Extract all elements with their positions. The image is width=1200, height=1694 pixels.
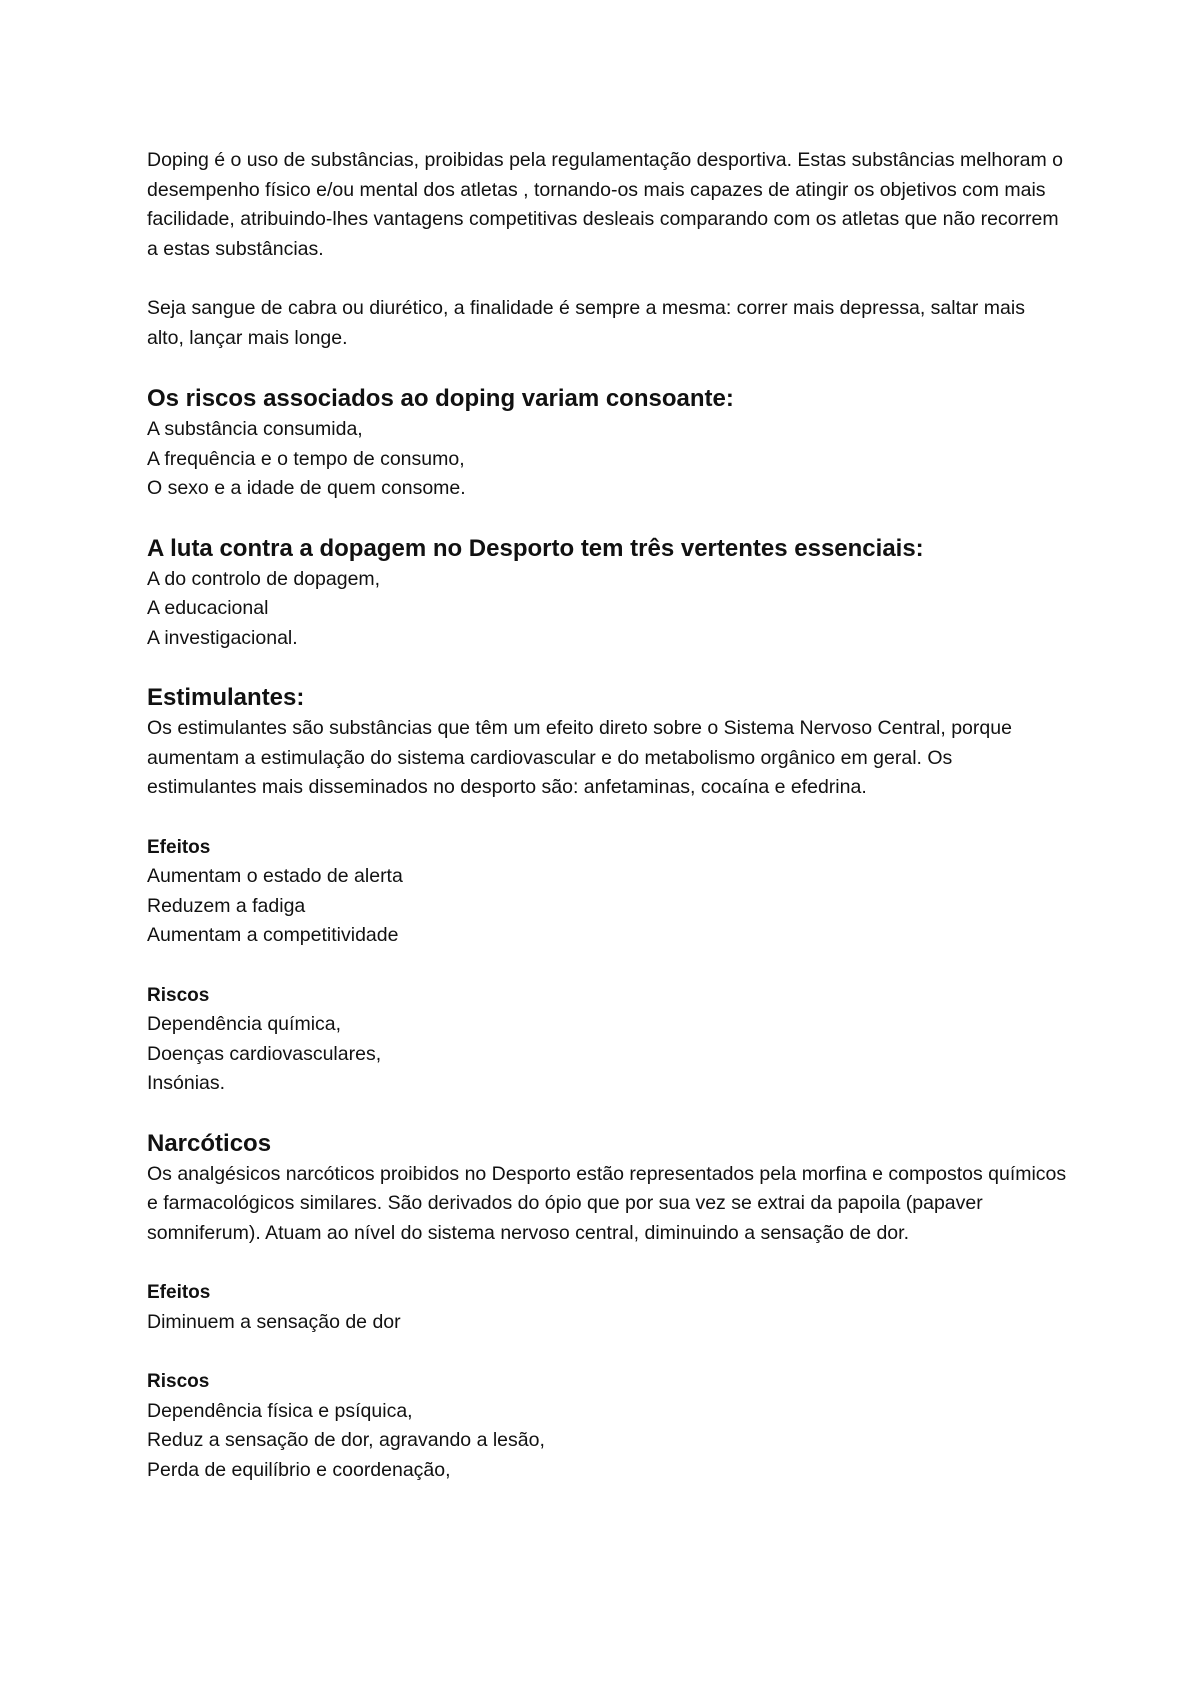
estimulantes-efeito-item: Reduzem a fadiga xyxy=(147,894,306,917)
narcoticos-risco-item: Dependência física e psíquica, xyxy=(147,1399,413,1422)
narcoticos-risco-item: Reduz a sensação de dor, agravando a lesão, xyxy=(147,1429,545,1451)
estimulantes-section xyxy=(147,682,1067,1099)
riscos-heading: Os riscos associados ao doping variam consoante: xyxy=(147,385,734,412)
narcoticos-efeitos-label: Efeitos xyxy=(147,1282,211,1303)
luta-heading: A luta contra a dopagem no Desporto tem três vertentes essenciais: xyxy=(147,534,924,562)
estimulantes-efeitos-label: Efeitos xyxy=(147,836,211,858)
narcoticos-section xyxy=(147,1128,1067,1486)
estimulantes-risco-item: Dependência química, xyxy=(147,1013,342,1035)
luta-item: A do controlo de dopagem, xyxy=(147,567,381,590)
narcoticos-text: Os analgésicos narcóticos proibidos no Desporto estão representados pela morfina e compostos químicos e farmacológicos similares. São derivados do ópio que por sua vez se extrai da papoila (papaver somniferum). Atuam ao nível do sistema nervoso central, diminuindo a sensação de dor. xyxy=(147,1162,1067,1244)
estimulantes-riscos-label: Riscos xyxy=(147,984,210,1006)
narcoticos-heading: Narcóticos xyxy=(147,1129,272,1157)
narcoticos-efeito-item: Diminuem a sensação de dor xyxy=(147,1310,401,1333)
narcoticos-risco-item: Perda de equilíbrio e coordenação, xyxy=(147,1458,451,1481)
riscos-item: O sexo e a idade de quem consome. xyxy=(147,477,466,499)
estimulantes-heading: Estimulantes: xyxy=(147,684,305,711)
narcoticos-riscos-label: Riscos xyxy=(147,1371,210,1392)
intro-paragraph-2: Seja sangue de cabra ou diurético, a finalidade é sempre a mesma: correr mais depressa, saltar mais alto, lançar mais longe. xyxy=(147,297,1025,349)
document-page xyxy=(147,146,1067,1485)
riscos-item: A substância consumida, xyxy=(147,418,363,440)
estimulantes-risco-item: Insónias. xyxy=(147,1072,226,1094)
riscos-item: A frequência e o tempo de consumo, xyxy=(147,447,465,470)
estimulantes-efeito-item: Aumentam a competitividade xyxy=(147,924,399,946)
estimulantes-efeito-item: Aumentam o estado de alerta xyxy=(147,865,403,887)
estimulantes-risco-item: Doenças cardiovasculares, xyxy=(147,1042,382,1065)
luta-item: A investigacional. xyxy=(147,626,298,649)
luta-section xyxy=(147,533,1067,654)
riscos-section xyxy=(147,383,1067,504)
intro-paragraph-1: Doping é o uso de substâncias, proibidas pela regulamentação desportiva. Estas substâncias melhoram o desempenho físico e/ou mental dos atletas , tornando-os mais capazes de atingir os objetivos com mais facilidade, atribuindo-lhes vantagens competitivas desleais comparando com os atletas que não recorrem a estas substâncias. xyxy=(147,149,1063,260)
luta-item: A educacional xyxy=(147,597,269,619)
estimulantes-text: Os estimulantes são substâncias que têm um efeito direto sobre o Sistema Nervoso Central, porque aumentam a estimulação do sistema cardiovascular e do metabolismo orgânico em geral. Os estimulantes mais disseminados no desporto são: anfetaminas, cocaína e efedrina. xyxy=(147,717,1012,798)
